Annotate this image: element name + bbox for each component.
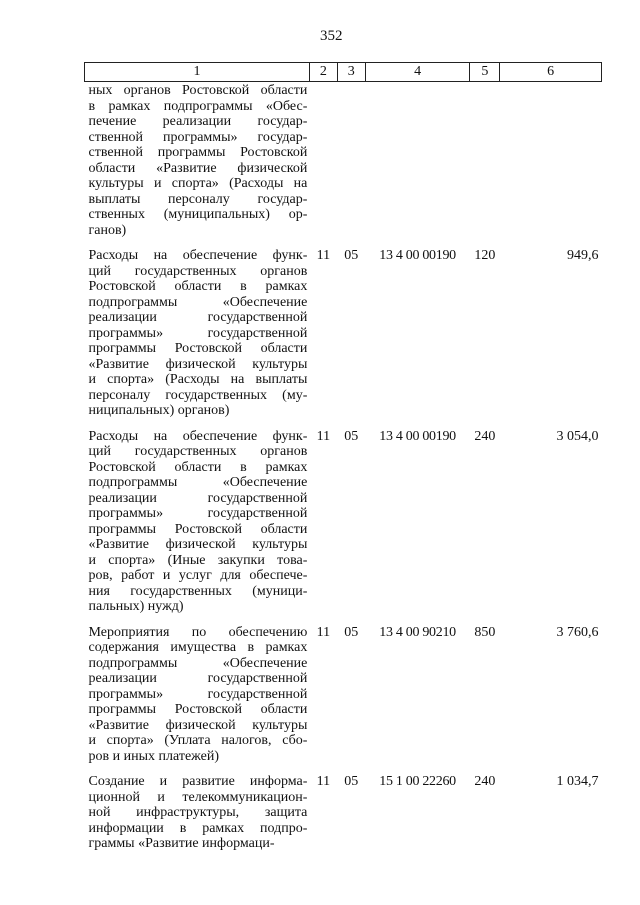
description-line: ров и иных платежей) xyxy=(88,748,220,764)
description-line: Ростовской области в рамках xyxy=(88,279,308,294)
description-line: ственных (муниципальных) ор- xyxy=(88,207,308,222)
expense-type-code xyxy=(470,82,500,241)
description-line: реализации государственной xyxy=(88,310,308,325)
description-line: ров, работ и услуг для обеспече- xyxy=(88,568,308,583)
section-code: 11 xyxy=(316,428,331,444)
amount: 949,6 xyxy=(567,248,599,263)
description-line: программы» государственной xyxy=(88,325,308,341)
description-line: подпрограммы «Обеспечение xyxy=(88,655,308,671)
description-line: «Развитие физической культуры xyxy=(88,717,308,733)
description-line: подпрограммы «Обеспечение xyxy=(88,294,308,310)
description-line: ниципальных) органов) xyxy=(88,403,230,418)
amount xyxy=(500,82,602,241)
description-line: в рамках подпрограммы «Обес- xyxy=(88,98,308,114)
header-cell-1: 1 xyxy=(85,63,310,82)
subsection-code: 05 xyxy=(344,774,359,789)
table-row xyxy=(85,421,602,617)
amount: 1 034,7 xyxy=(556,774,599,789)
description-line: ций государственных органов xyxy=(88,444,308,459)
section-code: 11 xyxy=(316,624,331,640)
description-line: «Развитие физической культуры xyxy=(88,537,308,552)
header-cell-5: 5 xyxy=(470,63,500,82)
section-code: 11 xyxy=(316,248,331,263)
description-line: Расходы на обеспечение функ- xyxy=(88,248,308,263)
table-row xyxy=(85,766,602,854)
description-line: ционной и телекоммуникацион- xyxy=(88,789,308,805)
target-article-code: 13 4 00 00190 xyxy=(379,428,456,444)
description-line: ния государственных (муници- xyxy=(88,583,308,599)
description-line: культуры и спорта» (Расходы на xyxy=(88,176,308,191)
header-cell-6: 6 xyxy=(500,63,602,82)
description-line: Создание и развитие информа- xyxy=(88,774,308,789)
description-line: ной инфраструктуры, защита xyxy=(88,805,308,820)
table-row xyxy=(85,240,602,421)
description-line: выплаты персоналу государ- xyxy=(88,191,308,207)
budget-table xyxy=(84,62,602,854)
description-line: содержания имущества в рамках xyxy=(88,640,308,655)
target-article-code: 13 4 00 00190 xyxy=(379,248,456,263)
description-line: Расходы на обеспечение функ- xyxy=(88,428,308,444)
header-cell-3: 3 xyxy=(337,63,365,82)
description-line: информации в рамках подпро- xyxy=(88,820,308,836)
description-line: персоналу государственных (му- xyxy=(88,387,308,403)
target-article-code: 15 1 00 22260 xyxy=(379,774,456,789)
amount: 3 054,0 xyxy=(556,428,599,444)
description-line: печение реализации государ- xyxy=(88,114,308,129)
header-row xyxy=(85,63,602,82)
header-cell-4: 4 xyxy=(365,63,470,82)
amount: 3 760,6 xyxy=(556,624,599,640)
description-line: реализации государственной xyxy=(88,490,308,506)
description-line: Ростовской области в рамках xyxy=(88,459,308,475)
description-line: и спорта» (Расходы на выплаты xyxy=(88,372,308,387)
subsection-code xyxy=(337,82,365,241)
description-line: и спорта» (Уплата налогов, сбо- xyxy=(88,733,308,748)
expense-type-code: 240 xyxy=(474,774,496,789)
row-description xyxy=(85,766,310,854)
description-line: программы Ростовской области xyxy=(88,521,308,537)
description-line: ственной программы Ростовской xyxy=(88,145,308,160)
description-line: программы Ростовской области xyxy=(88,702,308,717)
description-line: ных органов Ростовской области xyxy=(88,83,308,98)
description-line: подпрограммы «Обеспечение xyxy=(88,475,308,490)
table-body xyxy=(85,82,602,854)
target-article-code xyxy=(365,82,470,241)
description-line: программы» государственной xyxy=(88,506,308,521)
description-line: программы Ростовской области xyxy=(88,341,308,356)
description-line: программы» государственной xyxy=(88,686,308,702)
description-line: области «Развитие физической xyxy=(88,160,308,176)
target-article-code: 13 4 00 90210 xyxy=(379,624,456,640)
row-description xyxy=(85,421,310,617)
description-line: ственной программы» государ- xyxy=(88,129,308,145)
table-row xyxy=(85,617,602,767)
expense-type-code: 850 xyxy=(474,624,496,640)
section-code: 11 xyxy=(316,774,331,789)
expense-type-code: 240 xyxy=(474,428,496,444)
table-row xyxy=(85,82,602,241)
subsection-code: 05 xyxy=(344,624,359,640)
description-line: и спорта» (Иные закупки това- xyxy=(88,552,308,568)
description-line: «Развитие физической культуры xyxy=(88,356,308,372)
row-description xyxy=(85,82,310,241)
description-line: реализации государственной xyxy=(88,671,308,686)
subsection-code: 05 xyxy=(344,428,359,444)
row-description xyxy=(85,240,310,421)
row-description xyxy=(85,617,310,767)
page-number: 352 xyxy=(320,28,343,44)
expense-type-code: 120 xyxy=(474,248,496,263)
description-line: пальных) нужд) xyxy=(88,599,184,614)
section-code xyxy=(309,82,337,241)
description-line: ганов) xyxy=(88,222,127,238)
description-line: ций государственных органов xyxy=(88,263,308,279)
subsection-code: 05 xyxy=(344,248,359,263)
description-line: Мероприятия по обеспечению xyxy=(88,624,308,640)
header-cell-2: 2 xyxy=(309,63,337,82)
description-line: граммы «Развитие информаци- xyxy=(88,836,275,851)
